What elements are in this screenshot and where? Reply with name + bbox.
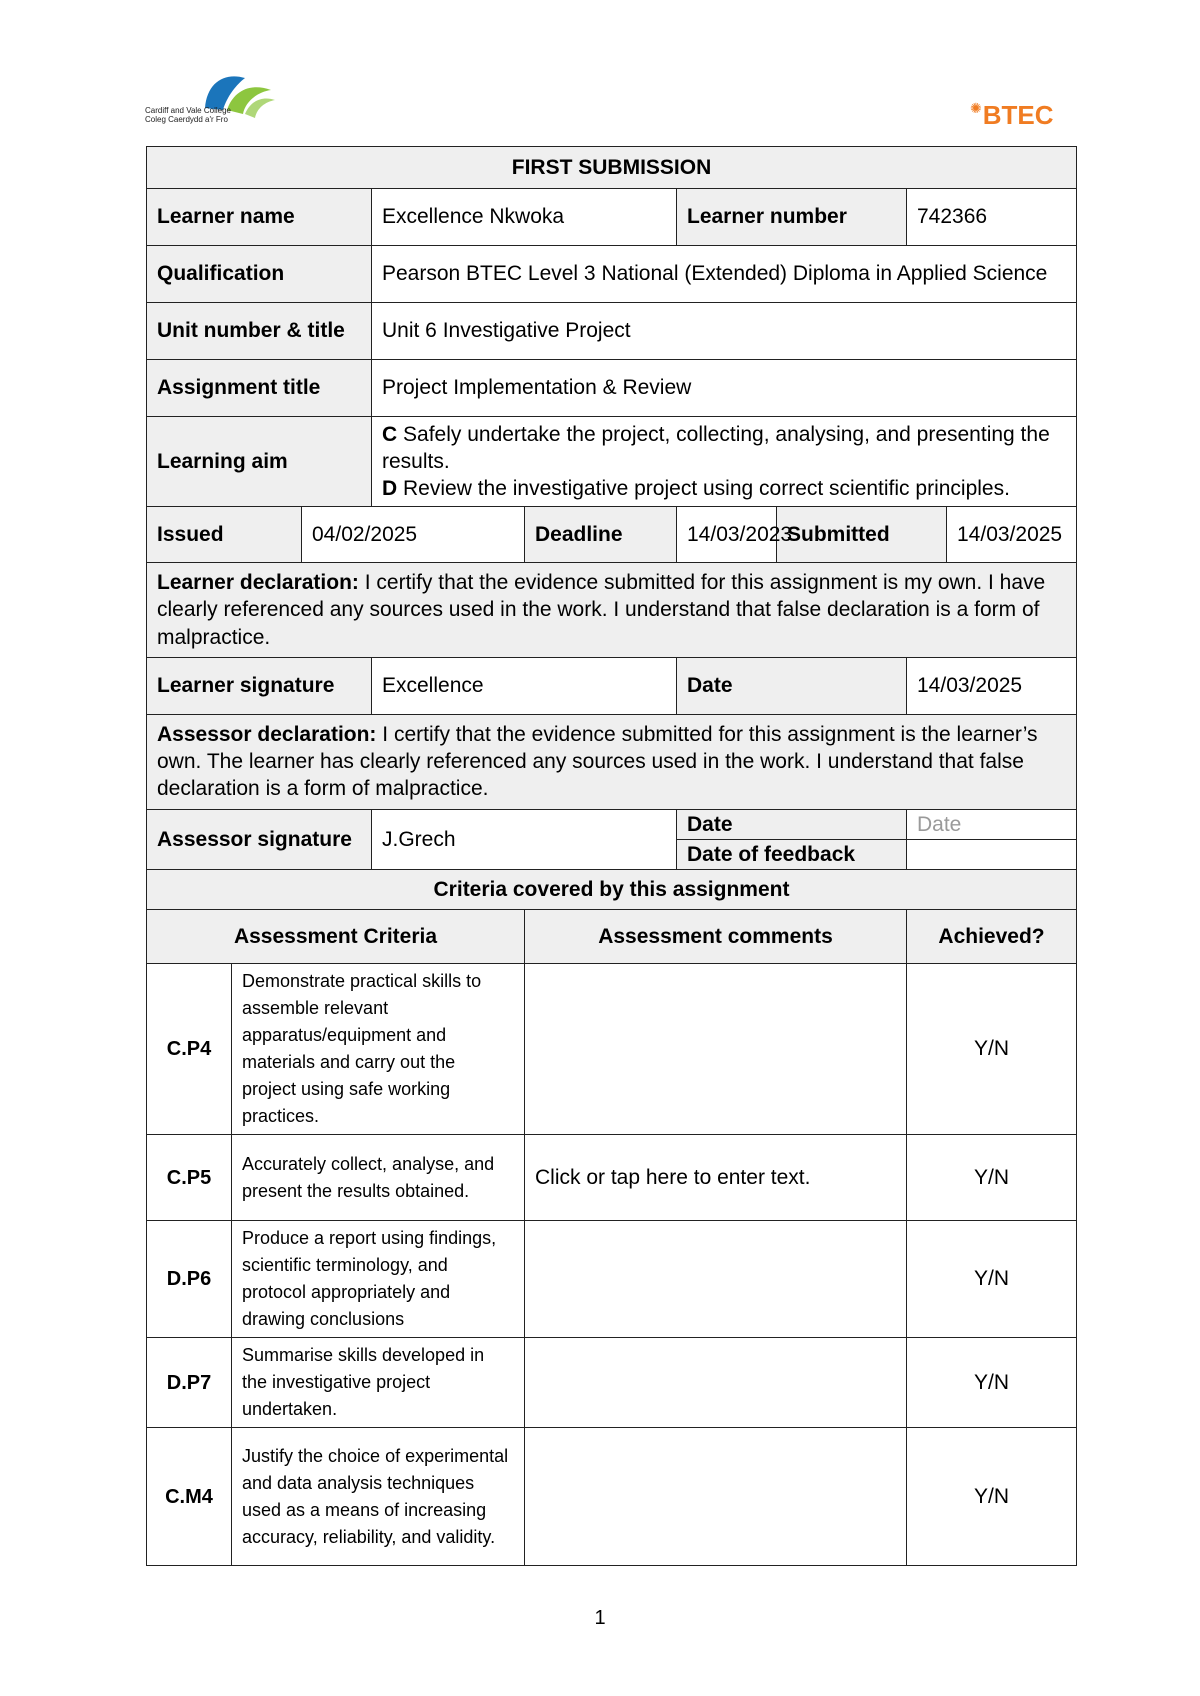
learner-number-value[interactable]: 742366: [907, 189, 1077, 246]
criteria-comment[interactable]: [525, 964, 907, 1135]
criteria-description: Justify the choice of experimental and data analysis techniques used as a means of increasing accuracy, reliability, and validity.: [232, 1428, 525, 1566]
btec-logo: [970, 100, 1054, 131]
criteria-title-row: [147, 869, 1077, 909]
assessor-declaration-text: I certify that the evidence submitted for this assignment is the learner’s own. The learner has clearly referenced any sources used in the work. I understand that false declaration is a form of malpractice.: [157, 722, 1038, 801]
btec-logo-text: BTEC: [982, 100, 1054, 130]
assessor-date-input[interactable]: Date: [907, 809, 1077, 839]
learner-number-label: Learner number: [677, 189, 907, 246]
criteria-code: C.P4: [147, 964, 232, 1135]
assignment-label: Assignment title: [147, 360, 372, 417]
criteria-comment[interactable]: [525, 1428, 907, 1566]
aim-d-text: Review the investigative project using correct scientific principles.: [397, 477, 1010, 501]
form-title-row: [147, 147, 1077, 189]
assignment-value[interactable]: Project Implementation & Review: [372, 360, 1077, 417]
criteria-row: [147, 964, 1077, 1135]
criteria-row: [147, 1135, 1077, 1221]
deadline-label: Deadline: [525, 507, 677, 563]
assessor-declaration: [147, 714, 1077, 809]
learner-signature-row: [147, 657, 1077, 714]
submitted-value[interactable]: 14/03/2025: [947, 507, 1077, 563]
aim-c: [382, 421, 1066, 476]
unit-value[interactable]: Unit 6 Investigative Project: [372, 303, 1077, 360]
criteria-description: Demonstrate practical skills to assemble relevant apparatus/equipment and materials and carry out the project using safe working practices.: [232, 964, 525, 1135]
learner-declaration-text: I certify that the evidence submitted for this assignment is my own. I have clearly referenced any sources used in the work. I understand that false declaration is a form of malpractice.: [157, 571, 1046, 649]
unit-label: Unit number & title: [147, 303, 372, 360]
learning-aim-row: [147, 417, 1077, 507]
criteria-comment[interactable]: [525, 1221, 907, 1338]
page-number: 1: [594, 1607, 606, 1629]
feedback-date-value[interactable]: [907, 839, 1077, 869]
criteria-col-header: Assessment Criteria: [147, 910, 525, 964]
criteria-comment[interactable]: Click or tap here to enter text.: [525, 1135, 907, 1221]
aim-c-code: C: [382, 422, 398, 446]
qualification-value[interactable]: Pearson BTEC Level 3 National (Extended) Diploma in Applied Science: [372, 246, 1077, 303]
college-logo: [145, 70, 295, 130]
issued-label: Issued: [147, 507, 302, 563]
assessor-declaration-row: [147, 714, 1077, 809]
learner-date-value[interactable]: 14/03/2025: [907, 657, 1077, 714]
criteria-description: Produce a report using findings, scientific terminology, and protocol appropriately and drawing conclusions: [232, 1221, 525, 1338]
form-title: FIRST SUBMISSION: [147, 147, 1077, 189]
learner-declaration-row: [147, 563, 1077, 658]
learner-signature-label: Learner signature: [147, 657, 372, 714]
assessor-signature-row: [147, 809, 1077, 839]
assessor-signature-label: Assessor signature: [147, 809, 372, 869]
issued-value[interactable]: 04/02/2025: [302, 507, 525, 563]
criteria-title: Criteria covered by this assignment: [147, 869, 1077, 909]
learning-aim-value: [372, 417, 1077, 507]
comments-col-header: Assessment comments: [525, 910, 907, 964]
achieved-col-header: Achieved?: [938, 924, 1045, 948]
criteria-code: C.M4: [147, 1428, 232, 1566]
criteria-code: D.P7: [147, 1338, 232, 1428]
deadline-value[interactable]: 14/03/2023: [677, 507, 777, 563]
learner-date-label: Date: [677, 657, 907, 714]
achieved-col-header-cell: [907, 910, 1077, 964]
criteria-achieved[interactable]: Y/N: [907, 1338, 1077, 1428]
aim-d: [382, 475, 1066, 502]
learner-signature-value[interactable]: Excellence: [372, 657, 677, 714]
aim-d-code: D: [382, 477, 398, 501]
criteria-achieved[interactable]: Y/N: [907, 964, 1077, 1135]
criteria-row: [147, 1338, 1077, 1428]
criteria-code: C.P5: [147, 1135, 232, 1221]
assessor-declaration-label: Assessor declaration:: [157, 722, 377, 746]
criteria-achieved[interactable]: Y/N: [907, 1428, 1077, 1566]
learner-declaration: [147, 563, 1077, 658]
submission-form-table: [146, 146, 1077, 1566]
college-logo-line2: Coleg Caerdydd a'r Fro: [145, 115, 228, 124]
criteria-achieved[interactable]: Y/N: [907, 1221, 1077, 1338]
criteria-code: D.P6: [147, 1221, 232, 1338]
learner-name-value[interactable]: Excellence Nkwoka: [372, 189, 677, 246]
assignment-row: [147, 360, 1077, 417]
learning-aim-label: Learning aim: [147, 417, 372, 507]
assessor-signature-value[interactable]: J.Grech: [372, 809, 677, 869]
unit-row: [147, 303, 1077, 360]
criteria-achieved[interactable]: Y/N: [907, 1135, 1077, 1221]
qualification-label: Qualification: [147, 246, 372, 303]
criteria-description: Summarise skills developed in the investigative project undertaken.: [232, 1338, 525, 1428]
feedback-date-label: Date of feedback: [677, 839, 907, 869]
criteria-description: Accurately collect, analyse, and present the results obtained.: [232, 1135, 525, 1221]
qualification-row: [147, 246, 1077, 303]
submitted-label: Submitted: [777, 507, 947, 563]
assessor-date-label: Date: [677, 809, 907, 839]
btec-star-icon: ✺: [970, 100, 982, 116]
criteria-row: [147, 1428, 1077, 1566]
learner-name-label: Learner name: [147, 189, 372, 246]
criteria-header-row: [147, 910, 1077, 964]
learner-row: [147, 189, 1077, 246]
criteria-row: [147, 1221, 1077, 1338]
learner-declaration-label: Learner declaration:: [157, 571, 359, 594]
aim-c-text: Safely undertake the project, collecting, analysing, and presenting the results.: [382, 422, 1050, 473]
dates-row: [147, 507, 1077, 563]
college-logo-line1: Cardiff and Vale College: [145, 106, 231, 115]
criteria-comment[interactable]: [525, 1338, 907, 1428]
